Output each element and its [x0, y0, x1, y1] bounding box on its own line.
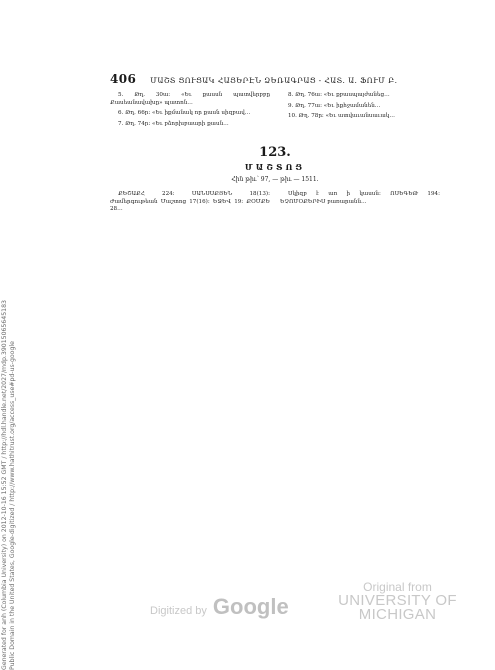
list-item: 6. Թղ. 66ր։ «Եւ իքմանակ որ քասն սիզբավ… — [118, 110, 251, 116]
original-from-label: Original from — [363, 580, 432, 594]
body-left-column — [110, 191, 270, 214]
list-item: 9. Թղ. 77ա։ «Եւ իքհջամանեն… — [288, 102, 381, 109]
watermark — [1, 300, 17, 670]
list-item: 8. Թղ. 76ա։ «Եւ քբասպայժանեց… — [288, 92, 390, 98]
original-from — [300, 580, 495, 622]
section-number: 123. — [259, 145, 291, 160]
watermark-line-2: Public Domain in the United States, Google-digitized / http://www.hathitrust.org/access_use#pd-us-google — [9, 341, 16, 670]
watermark-line-1: Generated for anh (Columbia University) on 2012-10-16 15:52 GMT / http://hdl.handle.net/2027/mdp.39015065645183 — [1, 300, 8, 670]
top-columns — [110, 92, 440, 131]
google-logo: Google — [212, 594, 289, 619]
body-columns — [110, 191, 440, 214]
list-item: 5. Թղ. 30ա։ «Եւ քասսն պատվերբբը Քասեանավախը» պատոն… — [110, 92, 270, 106]
right-column — [280, 92, 440, 131]
paragraph: ՔԵՇԱՔՀ 224։ ՍԱՆՍՍՔՅԵՆ 18(13)։ Ժամերգութեան Մաշտոց 17(16)։ ԵՋԵՎ 19։ ՔՕՄՔԵ 28… — [110, 191, 270, 212]
page-number: 406 — [110, 72, 137, 86]
list-item: 7. Թղ. 74ր։ «Եւ բձորխբաարի քասն… — [118, 120, 229, 127]
running-title: ՄԱՇՏ ՑՈՒՑԱԿ ՀԱՅԵՐԷՆ ՁԵՌԱԳՐԱՑ - ՀԱՏ. Ա. ՖՈՒՄ Բ. — [150, 76, 398, 85]
section-reference: Հին թիւ՝ 97, — թիւ — 1511. — [231, 176, 319, 183]
body-right-column — [280, 191, 440, 214]
section-title: ՄԱՇՏՈՑ — [244, 162, 306, 172]
paragraph: Սկիզբ է առ ի կասսն։ ՈՍԵԳԵԹ 194։ ԵՉՈՄՕՔԵՐԻՍ բառարանն… — [280, 191, 440, 205]
institution-name: UNIVERSITY OF MICHIGAN — [338, 592, 457, 623]
left-column — [110, 92, 270, 131]
digitized-by-google — [150, 594, 289, 620]
page-header — [110, 72, 440, 86]
page — [110, 72, 440, 214]
digitized-by-label: Digitized by — [150, 605, 207, 617]
list-item: 10. Թղ. 78ր։ «Եւ ատվաւանսաւակ… — [288, 113, 395, 119]
